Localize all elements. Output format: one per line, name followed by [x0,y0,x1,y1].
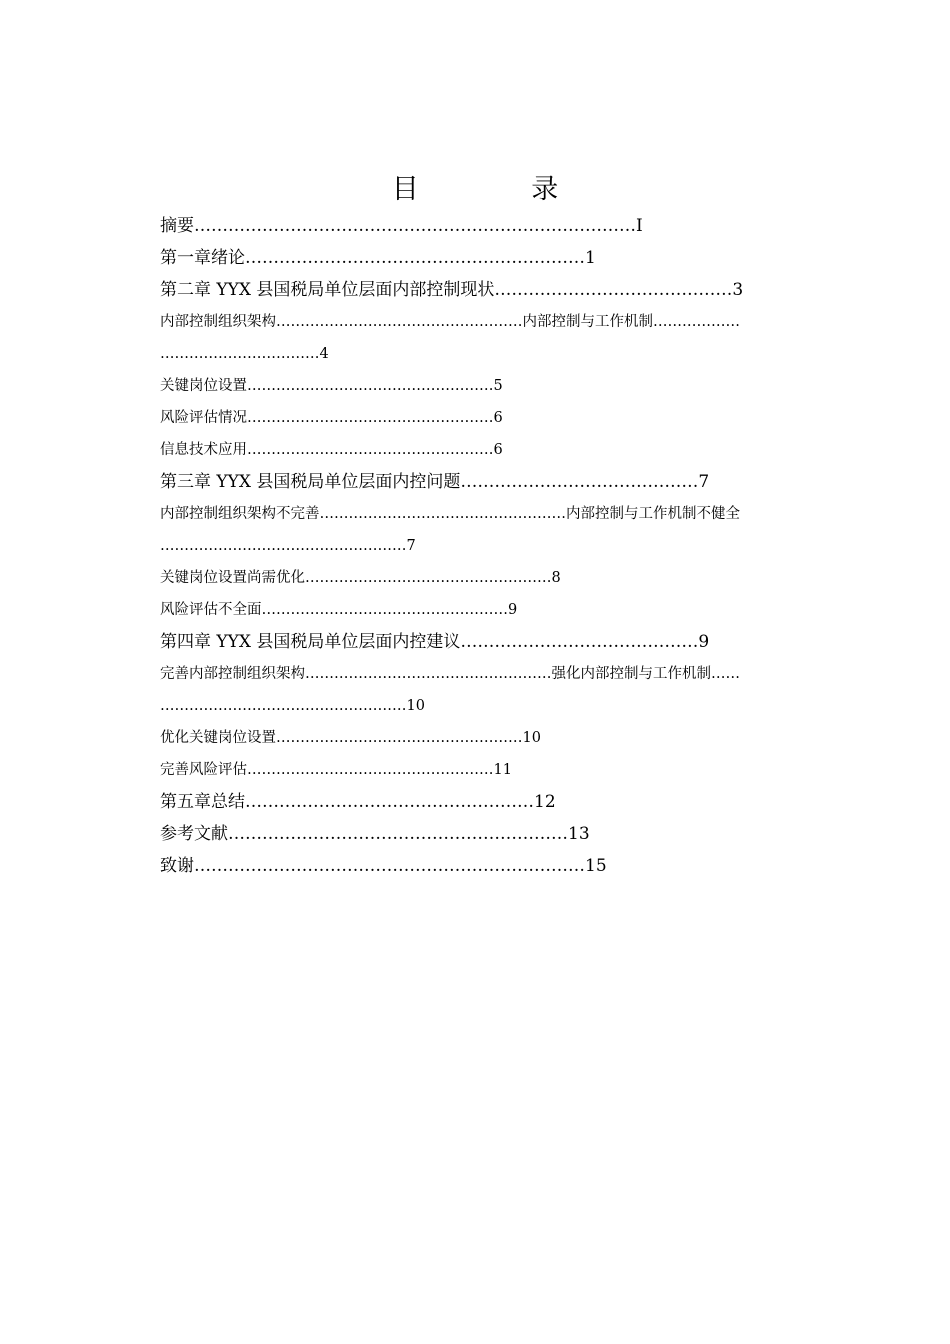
toc-entry-page: I [636,216,643,236]
toc-entry-label: 完善风险评估 [160,762,247,778]
toc-entry-leader: …………………………… [160,346,320,362]
toc-entry-page: 12 [534,792,556,812]
toc-entry-label: 关键岗位设置 [160,378,247,394]
toc-entry[interactable] [160,818,840,850]
toc-entry-leader: …………………………………………………………… [194,856,585,876]
table-of-contents [160,210,840,882]
toc-entry-label: 优化关键岗位设置 [160,730,276,746]
toc-entry-leader: …………………………………………………………………… [194,216,636,236]
toc-entry[interactable] [160,594,840,626]
toc-entry[interactable] [160,754,840,786]
toc-entry[interactable] [160,722,840,754]
toc-entry-leader: …………………………………………… [276,730,523,746]
toc-entry[interactable] [160,338,840,370]
toc-entry-label: 内部控制组织架构不完善 [160,506,320,522]
toc-entry-page: 10 [406,698,425,714]
toc-entry[interactable] [160,530,840,562]
toc-entry[interactable] [160,786,840,818]
toc-entry-leader: …………………………………………… [247,378,494,394]
toc-entry[interactable] [160,402,840,434]
toc-entry-page: 7 [698,472,710,492]
toc-entry-label: 关键岗位设置尚需优化 [160,570,305,586]
toc-entry-page: 7 [406,538,416,554]
toc-entry-page: 3 [732,280,744,300]
toc-entry[interactable] [160,466,840,498]
toc-entry-label: 风险评估情况 [160,410,247,426]
toc-entry-page: 4 [319,346,329,362]
toc-entry-leader: …………………………………………………… [245,248,585,268]
toc-entry-leader: …………………………………… [494,280,733,300]
toc-entry-leader: ……………………………………………内部控制与工作机制……………… [276,314,740,330]
toc-entry-leader: …………………………………………… [247,410,494,426]
toc-entry-leader: …………………………………………… [247,442,494,458]
toc-entry[interactable] [160,498,840,530]
toc-entry-page: 1 [585,248,596,268]
toc-entry-leader: …………………………………………… [160,698,407,714]
toc-entry-label: 参考文献 [160,824,228,844]
toc-entry[interactable] [160,274,840,306]
toc-entry[interactable] [160,370,840,402]
toc-entry-label: 第四章 YYX 县国税局单位层面内控建议 [160,632,461,652]
toc-entry-leader: …………………………………………… [245,792,534,812]
toc-entry-leader: …………………………………… [460,632,699,652]
toc-entry-page: 6 [493,442,503,458]
toc-entry-label: 第一章绪论 [160,248,245,268]
toc-entry[interactable] [160,210,840,242]
toc-entry[interactable] [160,562,840,594]
toc-entry-leader: …………………………………………… [305,570,552,586]
toc-entry-page: 9 [508,602,518,618]
toc-entry-page: 13 [568,824,590,844]
toc-entry-leader: …………………………………… [460,472,699,492]
toc-entry-leader: ……………………………………………强化内部控制与工作机制…… [305,666,740,682]
toc-entry-page: 8 [551,570,561,586]
toc-entry-label: 完善内部控制组织架构 [160,666,305,682]
toc-entry-label: 摘要 [160,216,194,236]
toc-entry[interactable] [160,658,840,690]
toc-entry[interactable] [160,850,840,882]
toc-entry-label: 致谢 [160,856,194,876]
toc-entry[interactable] [160,690,840,722]
toc-title: 目 录 [391,174,611,205]
toc-entry-leader: …………………………………………………… [228,824,568,844]
toc-entry-page: 15 [585,856,607,876]
toc-entry-label: 信息技术应用 [160,442,247,458]
toc-entry-leader: ……………………………………………内部控制与工作机制不健全 [319,506,740,522]
toc-entry-label: 第二章 YYX 县国税局单位层面内部控制现状 [160,280,495,300]
toc-entry-page: 5 [493,378,503,394]
toc-entry[interactable] [160,626,840,658]
toc-entry-page: 11 [493,762,512,778]
toc-entry-label: 内部控制组织架构 [160,314,276,330]
toc-entry-leader: …………………………………………… [160,538,407,554]
toc-entry-page: 9 [698,632,710,652]
toc-entry[interactable] [160,306,840,338]
toc-entry-leader: …………………………………………… [261,602,508,618]
toc-entry[interactable] [160,434,840,466]
toc-entry-leader: …………………………………………… [247,762,494,778]
toc-entry[interactable] [160,242,840,274]
toc-entry-page: 10 [522,730,541,746]
toc-entry-label: 第三章 YYX 县国税局单位层面内控问题 [160,472,461,492]
toc-entry-label: 第五章总结 [160,792,245,812]
toc-entry-label: 风险评估不全面 [160,602,262,618]
toc-entry-page: 6 [493,410,503,426]
